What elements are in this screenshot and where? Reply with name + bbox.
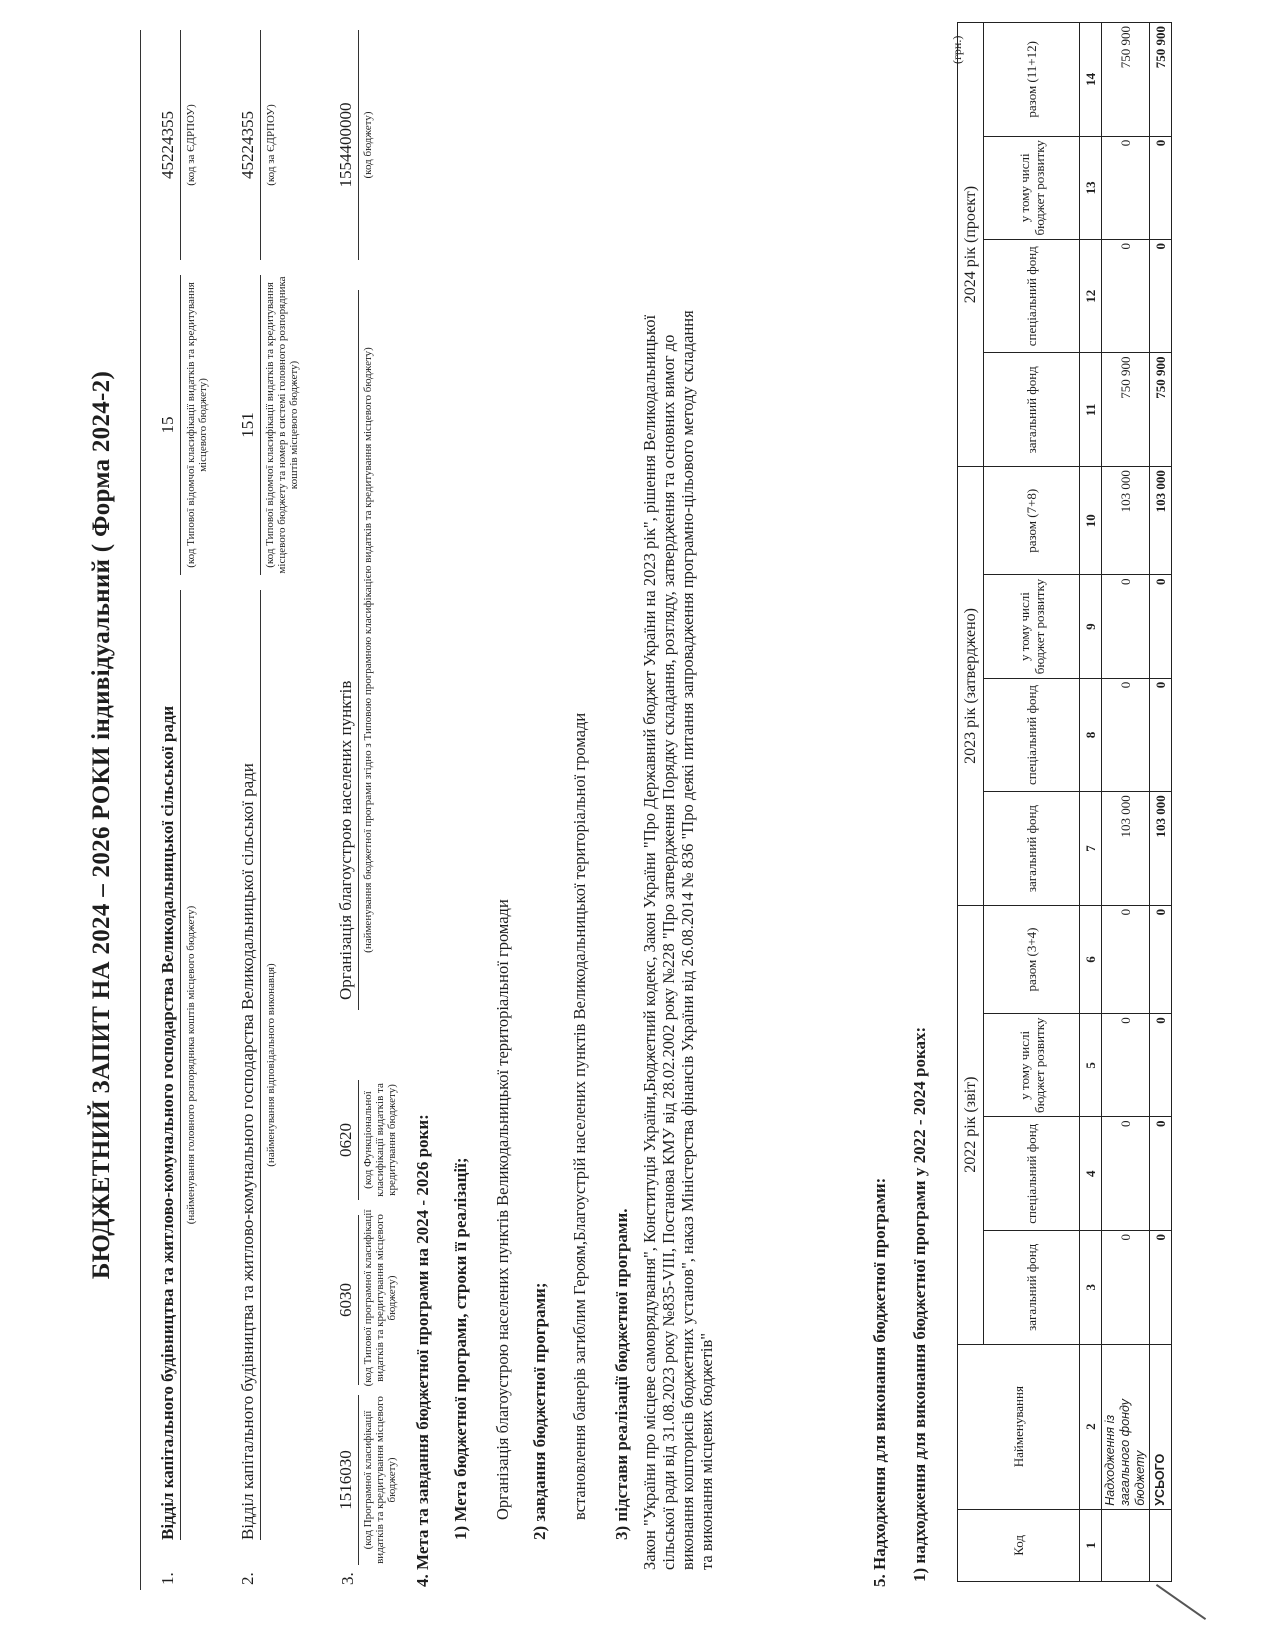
total-value: 103 000 [1150,467,1172,575]
item2-number: 2. [238,1572,257,1585]
table-header-row-1 [958,23,984,1582]
title-rule [140,30,141,1590]
basis-heading: 3) підстави реалізації бюджетної програми. [612,1208,631,1540]
item2-edrpou: 45224355 [238,111,257,179]
item3-budget-code-line [358,30,359,260]
sub-header: спеціальний фонд [984,678,1080,792]
item3-typical-code-line [358,1215,359,1385]
item3-program-code-caption: (код Програмної класифікації видатків та кредитування місцевого бюджету) [362,1396,398,1564]
index-cell: 5 [1080,1014,1102,1117]
row-value: 0 [1102,239,1150,353]
total-value: 103 000 [1150,792,1172,906]
row-value: 0 [1102,136,1150,239]
total-value: 0 [1150,678,1172,792]
item3-budget-code: 1554400000 [336,102,355,188]
item2-edrpou-line [260,30,261,260]
year-2024-header: 2024 рік (проект) [958,23,984,467]
item1-code-caption: (код Типової відомчої класифікації видатків та кредитування місцевого бюджету) [185,282,209,568]
row-value: 103 000 [1102,467,1150,575]
item1-edrpou: 45224355 [158,111,177,179]
total-value: 0 [1150,239,1172,353]
total-name: УСЬОГО [1150,1344,1172,1509]
item2-code-caption: (код Типової відомчої класифікації видатків та кредитування місцевого бюджету та номер в системі головного розпорядника коштів місцевого бюджету) [264,276,300,574]
item3-program-name-caption: (найменування бюджетної програми згідно з Типовою програмною класифікацією видатків та кредитування місцевого бюджету) [362,347,374,953]
page-title: БЮДЖЕТНИЙ ЗАПИТ НА 2024 – 2026 РОКИ індивідуальний ( Форма 2024-2) [88,370,115,1280]
basis-line-1: Закон "України про місцеве самоврядування", Конституція України,Бюджетний кодекс, Закон України "Про Державний бюджет України на 2023 рік", рішення Великодальницької [640,314,659,1570]
item2-name-line [260,590,261,1540]
item2-code-line [260,275,261,575]
item3-program-code-line [358,1395,359,1565]
sub-header: разом (7+8) [984,467,1080,575]
row-value: 750 900 [1102,23,1150,137]
item1-name: Відділ капітального будівництва та житлово-комунального господарства Великодальницької сільської ради [158,705,177,1540]
table-total-row [1150,23,1172,1582]
sub-header: разом (3+4) [984,905,1080,1013]
item3-functional-code-caption: (код Функціональної класифікації видатків та кредитування бюджету) [362,1083,398,1197]
row-value: 0 [1102,1014,1150,1117]
index-cell: 2 [1080,1344,1102,1509]
item1-code: 15 [158,416,177,434]
item1-number: 1. [158,1572,177,1585]
item1-edrpou-caption: (код за ЄДРПОУ) [185,104,197,186]
row-value: 0 [1102,1231,1150,1345]
item1-code-line [180,275,181,575]
table-index-row [1080,23,1102,1582]
total-value: 0 [1150,575,1172,678]
index-cell: 3 [1080,1231,1102,1345]
sub-header: спеціальний фонд [984,239,1080,353]
table-row [1102,23,1150,1582]
unit-label: (грн.) [950,35,964,64]
year-2022-header: 2022 рік (звіт) [958,905,984,1344]
basis-line-2: сільської ради від 31.08.2023 року №835-VIII, Постанова КМУ від 28.02.2002 року №228 "Про затвердження Порядку складання, розгляду, затвердження та основних вимог до [659,334,678,1570]
item1-edrpou-line [180,30,181,260]
sub-header: разом (11+12) [984,23,1080,137]
basis-line-4: та виконання місцевих бюджетів" [697,1332,716,1570]
total-value: 750 900 [1150,353,1172,467]
index-cell: 14 [1080,23,1102,137]
tasks-text: встановлення банерів загиблим Героям,Благоустрій населених пунктів Великодальницької територіальної громади [570,712,589,1520]
row-value: 0 [1102,905,1150,1013]
index-cell: 12 [1080,239,1102,353]
index-cell: 13 [1080,136,1102,239]
index-cell: 9 [1080,575,1102,678]
item3-functional-code-line [358,1080,359,1200]
total-value: 0 [1150,1014,1172,1117]
item2-name: Відділ капітального будівництва та житлово-комунального господарства Великодальницької сільської ради [238,763,257,1540]
total-value: 0 [1150,136,1172,239]
goal-heading: 1) Мета бюджетної програми, строки її реалізації; [451,1157,470,1540]
basis-line-3: виконання кошторисів бюджетних установ", наказ Міністерства фінансів України від 26.08.2014 № 836 "Про деякі питання запровадження програмно-цільового методу складання [678,310,697,1570]
row-value: 0 [1102,575,1150,678]
col-name-header: Найменування [958,1344,1080,1509]
item3-functional-code: 0620 [336,1123,355,1157]
total-value: 0 [1150,905,1172,1013]
item3-budget-code-caption: (код бюджету) [362,111,374,179]
item1-name-line [180,590,181,1540]
section5-subheading: 1) надходження для виконання бюджетної програми у 2022 - 2024 роках: [910,1026,929,1582]
col-code-header: Код [958,1509,1080,1581]
total-value: 0 [1150,1231,1172,1345]
item3-typical-code-caption: (код Типової програмної класифікації видатків та кредитування місцевого бюджету) [362,1209,398,1387]
year-2023-header: 2023 рік (затверджено) [958,467,984,906]
item2-code: 151 [238,412,257,438]
sub-header: загальний фонд [984,353,1080,467]
sub-header: у тому числі бюджет розвитку [984,575,1080,678]
pen-mark [1156,1584,1206,1620]
index-cell: 1 [1080,1509,1102,1581]
index-cell: 10 [1080,467,1102,575]
item3-number: 3. [338,1572,357,1585]
item1-name-caption: (найменування головного розпорядника коштів місцевого бюджету) [185,905,197,1225]
sub-header: загальний фонд [984,792,1080,906]
row-value: 750 900 [1102,353,1150,467]
item2-edrpou-caption: (код за ЄДРПОУ) [265,104,277,186]
row-code [1102,1509,1150,1581]
index-cell: 7 [1080,792,1102,906]
item2-name-caption: (найменування відповідального виконавця) [265,963,277,1167]
sub-header: у тому числі бюджет розвитку [984,136,1080,239]
revenue-table [957,22,1172,1582]
row-value: 103 000 [1102,792,1150,906]
section4-heading: 4. Мета та завдання бюджетної програми на 2024 - 2026 роки: [413,1114,432,1587]
sub-header: у тому числі бюджет розвитку [984,1014,1080,1117]
sub-header: загальний фонд [984,1231,1080,1345]
item3-program-name-line [358,290,359,1010]
index-cell: 8 [1080,678,1102,792]
section5-heading: 5. Надходження для виконання бюджетної програми: [870,1177,889,1587]
item3-typical-code: 6030 [336,1283,355,1317]
total-value: 750 900 [1150,23,1172,137]
tasks-heading: 2) завдання бюджетної програми; [530,1282,549,1540]
goal-text: Організація благоустрою населених пунктів Великодальницької територіальної громади [493,899,512,1520]
index-cell: 6 [1080,905,1102,1013]
index-cell: 11 [1080,353,1102,467]
sub-header: спеціальний фонд [984,1117,1080,1231]
total-value: 0 [1150,1117,1172,1231]
row-value: 0 [1102,1117,1150,1231]
index-cell: 4 [1080,1117,1102,1231]
row-name: Надходження із загального фонду бюджету [1102,1344,1150,1509]
item3-program-code: 1516030 [336,1450,355,1510]
total-code [1150,1509,1172,1581]
item3-program-name: Організація благоустрою населених пунктів [336,680,355,1000]
row-value: 0 [1102,678,1150,792]
